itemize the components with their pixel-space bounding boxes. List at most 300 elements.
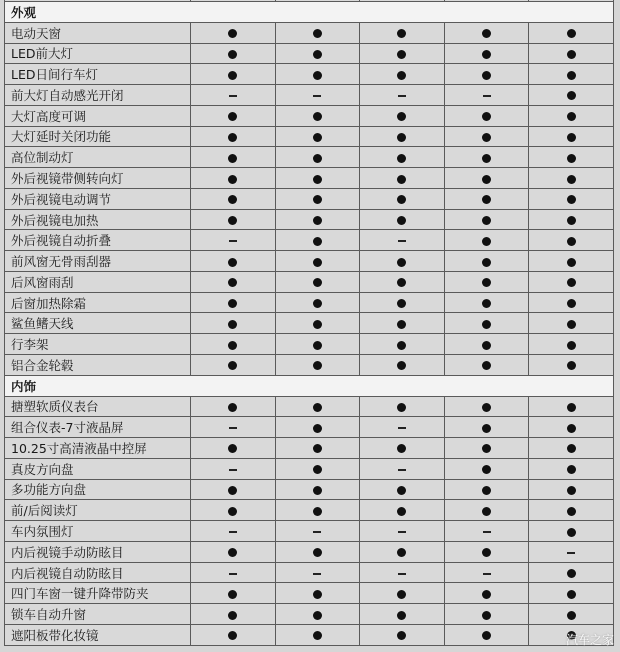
table-row [5,521,614,542]
feature-value-cell [360,188,445,209]
feature-value-cell [529,583,614,604]
feature-value-cell [275,43,360,64]
standard-dot-icon [567,528,576,537]
feature-value-cell [529,209,614,230]
standard-dot-icon [482,299,491,308]
feature-value-cell [191,500,276,521]
feature-value-cell [360,313,445,334]
standard-dot-icon [482,465,491,474]
feature-value-cell [191,479,276,500]
standard-dot-icon [313,611,322,620]
feature-value-cell [275,271,360,292]
feature-value-cell [191,396,276,417]
not-available-dash-icon [229,531,237,533]
feature-value-cell [360,43,445,64]
feature-value-cell [444,479,529,500]
feature-value-cell [360,22,445,43]
feature-value-cell [275,479,360,500]
standard-dot-icon [313,175,322,184]
standard-dot-icon [397,50,406,59]
feature-value-cell [360,230,445,251]
feature-label: 后风窗雨刮 [5,271,191,292]
not-available-dash-icon [398,240,406,242]
standard-dot-icon [482,611,491,620]
table-row [5,500,614,521]
feature-value-cell [275,126,360,147]
standard-dot-icon [313,341,322,350]
feature-value-cell [360,521,445,542]
standard-dot-icon [567,71,576,80]
standard-dot-icon [567,258,576,267]
feature-value-cell [444,355,529,376]
table-row [5,604,614,625]
table-row [5,624,614,645]
standard-dot-icon [567,154,576,163]
feature-value-cell [191,355,276,376]
feature-value-cell [529,417,614,438]
feature-value-cell [275,541,360,562]
table-row [5,251,614,272]
standard-dot-icon [482,548,491,557]
feature-value-cell [275,147,360,168]
feature-value-cell [360,85,445,106]
standard-dot-icon [313,631,322,640]
table-row [5,230,614,251]
standard-dot-icon [397,133,406,142]
feature-value-cell [360,479,445,500]
feature-value-cell [444,438,529,459]
feature-value-cell [444,583,529,604]
standard-dot-icon [482,133,491,142]
feature-value-cell [191,521,276,542]
table-row [5,22,614,43]
standard-dot-icon [397,175,406,184]
not-available-dash-icon [567,552,575,554]
feature-value-cell [275,334,360,355]
feature-value-cell [360,105,445,126]
feature-value-cell [444,334,529,355]
feature-value-cell [275,583,360,604]
standard-dot-icon [228,112,237,121]
not-available-dash-icon [483,573,491,575]
standard-dot-icon [567,216,576,225]
standard-dot-icon [482,278,491,287]
standard-dot-icon [228,611,237,620]
table-row [5,417,614,438]
not-available-dash-icon [229,469,237,471]
feature-value-cell [191,105,276,126]
not-available-dash-icon [398,573,406,575]
feature-value-cell [444,313,529,334]
feature-value-cell [275,22,360,43]
table-row [5,479,614,500]
standard-dot-icon [228,320,237,329]
standard-dot-icon [482,112,491,121]
standard-dot-icon [567,465,576,474]
feature-label: 内后视镜手动防眩目 [5,541,191,562]
feature-label: 电动天窗 [5,22,191,43]
not-available-dash-icon [229,573,237,575]
feature-value-cell [529,292,614,313]
feature-value-cell [191,188,276,209]
table-row [5,334,614,355]
standard-dot-icon [482,486,491,495]
table-row [5,313,614,334]
standard-dot-icon [228,154,237,163]
feature-value-cell [275,562,360,583]
feature-value-cell [444,521,529,542]
feature-value-cell [360,64,445,85]
feature-value-cell [360,624,445,645]
feature-label: 后窗加热除霜 [5,292,191,313]
standard-dot-icon [397,631,406,640]
feature-value-cell [529,396,614,417]
feature-value-cell [275,251,360,272]
standard-dot-icon [482,216,491,225]
feature-value-cell [191,230,276,251]
feature-value-cell [529,438,614,459]
feature-value-cell [529,126,614,147]
feature-value-cell [275,458,360,479]
feature-label: 外后视镜带侧转向灯 [5,168,191,189]
feature-label: LED前大灯 [5,43,191,64]
table-row [5,43,614,64]
standard-dot-icon [228,486,237,495]
watermark: 汽车之家 [565,633,614,647]
standard-dot-icon [397,154,406,163]
standard-dot-icon [228,631,237,640]
not-available-dash-icon [313,531,321,533]
standard-dot-icon [567,133,576,142]
feature-value-cell [360,396,445,417]
feature-value-cell [275,624,360,645]
table-row [5,438,614,459]
standard-dot-icon [482,361,491,370]
not-available-dash-icon [398,95,406,97]
feature-label: 内后视镜自动防眩目 [5,562,191,583]
feature-value-cell [444,209,529,230]
feature-value-cell [191,147,276,168]
standard-dot-icon [567,237,576,246]
standard-dot-icon [567,29,576,38]
feature-value-cell [360,126,445,147]
feature-value-cell [191,604,276,625]
standard-dot-icon [397,29,406,38]
feature-label: 车内氛围灯 [5,521,191,542]
not-available-dash-icon [483,95,491,97]
feature-value-cell [275,500,360,521]
standard-dot-icon [397,361,406,370]
table-row [5,355,614,376]
standard-dot-icon [397,507,406,516]
table-row [5,105,614,126]
feature-value-cell [444,624,529,645]
standard-dot-icon [228,216,237,225]
section-title: 内饰 [5,375,614,396]
standard-dot-icon [228,403,237,412]
table-row [5,458,614,479]
standard-dot-icon [228,341,237,350]
standard-dot-icon [482,29,491,38]
standard-dot-icon [482,631,491,640]
feature-value-cell [275,168,360,189]
standard-dot-icon [228,133,237,142]
standard-dot-icon [313,403,322,412]
feature-value-cell [360,458,445,479]
table-row [5,541,614,562]
feature-value-cell [444,500,529,521]
standard-dot-icon [313,112,322,121]
standard-dot-icon [482,154,491,163]
feature-value-cell [191,85,276,106]
standard-dot-icon [397,112,406,121]
feature-value-cell [444,43,529,64]
standard-dot-icon [482,50,491,59]
feature-value-cell [191,583,276,604]
standard-dot-icon [482,175,491,184]
feature-value-cell [444,105,529,126]
standard-dot-icon [482,195,491,204]
feature-value-cell [191,209,276,230]
standard-dot-icon [228,590,237,599]
feature-value-cell [275,209,360,230]
feature-value-cell [275,313,360,334]
feature-value-cell [360,541,445,562]
standard-dot-icon [228,299,237,308]
feature-value-cell [529,541,614,562]
standard-dot-icon [313,361,322,370]
feature-value-cell [360,334,445,355]
standard-dot-icon [397,258,406,267]
feature-label: 锁车自动升窗 [5,604,191,625]
feature-value-cell [529,604,614,625]
feature-value-cell [444,64,529,85]
not-available-dash-icon [229,240,237,242]
standard-dot-icon [482,237,491,246]
table-row [5,168,614,189]
feature-label: 真皮方向盘 [5,458,191,479]
standard-dot-icon [397,71,406,80]
feature-value-cell [275,417,360,438]
standard-dot-icon [228,278,237,287]
standard-dot-icon [567,444,576,453]
standard-dot-icon [228,29,237,38]
standard-dot-icon [397,611,406,620]
feature-value-cell [360,251,445,272]
feature-label: 前风窗无骨雨刮器 [5,251,191,272]
feature-value-cell [191,271,276,292]
feature-value-cell [191,64,276,85]
standard-dot-icon [313,299,322,308]
feature-value-cell [191,313,276,334]
feature-value-cell [360,417,445,438]
section-header [5,375,614,396]
feature-value-cell [191,168,276,189]
standard-dot-icon [482,258,491,267]
standard-dot-icon [313,507,322,516]
feature-value-cell [191,417,276,438]
feature-value-cell [444,417,529,438]
feature-label: 大灯延时关闭功能 [5,126,191,147]
feature-value-cell [444,458,529,479]
feature-value-cell [529,521,614,542]
feature-label: 大灯高度可调 [5,105,191,126]
feature-value-cell [275,521,360,542]
standard-dot-icon [482,507,491,516]
feature-value-cell [191,43,276,64]
feature-value-cell [529,251,614,272]
feature-value-cell [275,438,360,459]
feature-value-cell [191,438,276,459]
feature-value-cell [191,292,276,313]
feature-value-cell [529,458,614,479]
standard-dot-icon [397,486,406,495]
standard-dot-icon [567,91,576,100]
feature-label: 外后视镜电加热 [5,209,191,230]
standard-dot-icon [567,424,576,433]
feature-value-cell [444,396,529,417]
not-available-dash-icon [313,95,321,97]
feature-value-cell [275,64,360,85]
standard-dot-icon [567,50,576,59]
table-row [5,562,614,583]
not-available-dash-icon [229,95,237,97]
feature-value-cell [529,271,614,292]
table-row [5,126,614,147]
not-available-dash-icon [398,469,406,471]
feature-value-cell [275,188,360,209]
feature-value-cell [444,562,529,583]
feature-value-cell [275,604,360,625]
feature-value-cell [444,147,529,168]
feature-value-cell [444,271,529,292]
standard-dot-icon [397,444,406,453]
standard-dot-icon [567,611,576,620]
feature-value-cell [529,168,614,189]
section-title: 外观 [5,2,614,23]
feature-value-cell [529,230,614,251]
feature-value-cell [275,355,360,376]
feature-value-cell [529,479,614,500]
not-available-dash-icon [483,531,491,533]
feature-value-cell [275,105,360,126]
standard-dot-icon [313,465,322,474]
feature-value-cell [529,147,614,168]
feature-label: 前大灯自动感光开闭 [5,85,191,106]
standard-dot-icon [313,71,322,80]
table-row [5,583,614,604]
standard-dot-icon [482,320,491,329]
feature-value-cell [360,168,445,189]
table-row [5,85,614,106]
feature-value-cell [191,541,276,562]
feature-value-cell [360,438,445,459]
standard-dot-icon [228,195,237,204]
feature-value-cell [191,126,276,147]
feature-value-cell [444,126,529,147]
standard-dot-icon [482,341,491,350]
standard-dot-icon [228,175,237,184]
standard-dot-icon [228,444,237,453]
feature-label: 外后视镜自动折叠 [5,230,191,251]
standard-dot-icon [397,299,406,308]
standard-dot-icon [313,258,322,267]
feature-value-cell [360,583,445,604]
standard-dot-icon [482,444,491,453]
standard-dot-icon [313,278,322,287]
table-row [5,396,614,417]
table-row [5,188,614,209]
standard-dot-icon [228,361,237,370]
standard-dot-icon [567,486,576,495]
feature-value-cell [360,604,445,625]
standard-dot-icon [567,195,576,204]
standard-dot-icon [397,403,406,412]
table-row [5,271,614,292]
standard-dot-icon [228,507,237,516]
standard-dot-icon [567,320,576,329]
feature-value-cell [275,230,360,251]
feature-label: 高位制动灯 [5,147,191,168]
table-row [5,64,614,85]
standard-dot-icon [228,71,237,80]
standard-dot-icon [397,548,406,557]
standard-dot-icon [567,507,576,516]
feature-value-cell [444,168,529,189]
standard-dot-icon [313,29,322,38]
table-row [5,209,614,230]
feature-label: 铝合金轮毂 [5,355,191,376]
feature-value-cell [191,334,276,355]
feature-value-cell [529,105,614,126]
standard-dot-icon [313,237,322,246]
standard-dot-icon [313,195,322,204]
feature-label: 外后视镜电动调节 [5,188,191,209]
feature-value-cell [360,209,445,230]
feature-value-cell [275,396,360,417]
feature-value-cell [360,562,445,583]
standard-dot-icon [567,590,576,599]
feature-value-cell [444,22,529,43]
feature-label: 鲨鱼鳍天线 [5,313,191,334]
standard-dot-icon [397,341,406,350]
feature-value-cell [444,85,529,106]
feature-value-cell [529,43,614,64]
table-row [5,147,614,168]
standard-dot-icon [397,320,406,329]
feature-value-cell [360,355,445,376]
standard-dot-icon [567,175,576,184]
not-available-dash-icon [398,531,406,533]
not-available-dash-icon [229,427,237,429]
feature-label: 多功能方向盘 [5,479,191,500]
standard-dot-icon [397,195,406,204]
feature-value-cell [360,500,445,521]
feature-value-cell [191,624,276,645]
standard-dot-icon [397,216,406,225]
feature-value-cell [444,251,529,272]
standard-dot-icon [313,216,322,225]
standard-dot-icon [567,299,576,308]
feature-label: 10.25寸高清液晶中控屏 [5,438,191,459]
feature-value-cell [360,271,445,292]
feature-value-cell [529,64,614,85]
feature-label: 四门车窗一键升降带防夹 [5,583,191,604]
feature-value-cell [275,292,360,313]
feature-value-cell [529,500,614,521]
standard-dot-icon [567,361,576,370]
standard-dot-icon [228,548,237,557]
